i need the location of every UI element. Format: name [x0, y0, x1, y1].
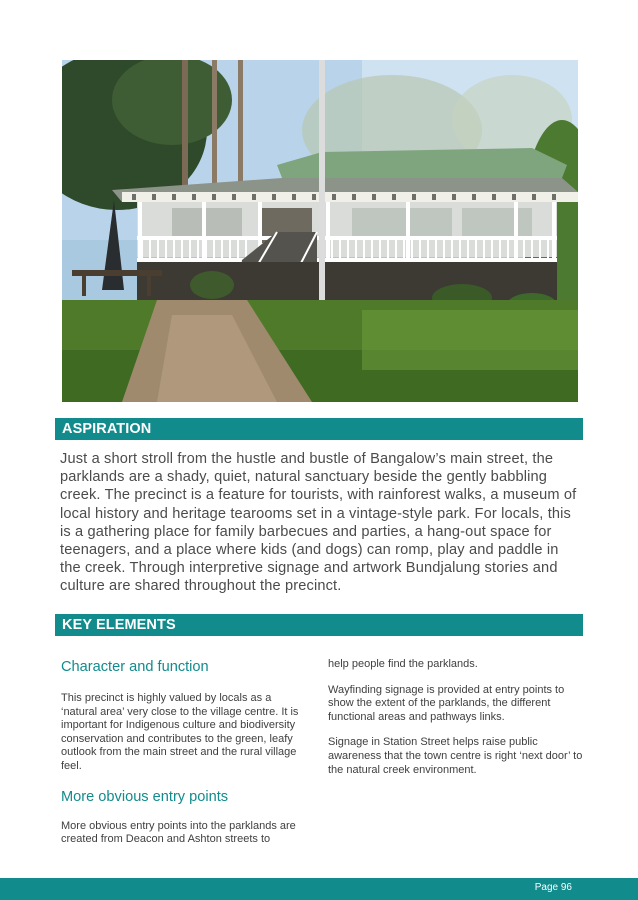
right-paragraph-1: help people find the parklands.	[328, 658, 478, 670]
left-column	[61, 658, 309, 860]
aspiration-heading: ASPIRATION	[55, 418, 583, 440]
right-paragraph-2: Wayfinding signage is provided at entry points to show the extent of the parklands, the different functional areas and pathways links.	[328, 683, 565, 723]
heritage-building-photo	[62, 60, 578, 402]
photo-illustration	[62, 60, 578, 402]
right-column	[328, 658, 584, 789]
entry-points-paragraph: More obvious entry points into the parklands are created from Deacon and Ashton streets to	[61, 819, 296, 846]
entry-points-heading: More obvious entry points	[61, 788, 229, 805]
right-paragraph-3: Signage in Station Street helps raise public awareness that the town centre is right ‘next door’ to the natural creek environment.	[328, 736, 583, 776]
page-number: Page 96	[534, 882, 572, 893]
character-function-heading: Character and function	[61, 659, 209, 675]
character-function-paragraph: This precinct is highly valued by locals as a ‘natural area’ very close to the village centre. It is important for Indigenous culture and biodiversity conservation and contributes to the green, leafy outlook from the main street and the rural village feel.	[61, 692, 299, 772]
aspiration-paragraph: Just a short stroll from the hustle and bustle of Bangalow’s main street, the parklands are a shady, quiet, natural sanctuary beside the gently babbling creek. The precinct is a feature for tourists, with rainforest walks, a museum of local history and heritage tearooms set in a vintage-style park. For locals, this is a gathering place for family barbecues and parties, a hang-out space for teenagers, and a place where kids (and dogs) can romp, play and paddle in the creek. Through interpretive signage and artwork Bundjalung stories and culture are shared throughout the precinct.	[60, 451, 577, 595]
page-footer	[0, 878, 638, 900]
key-elements-heading: KEY ELEMENTS	[55, 614, 583, 636]
